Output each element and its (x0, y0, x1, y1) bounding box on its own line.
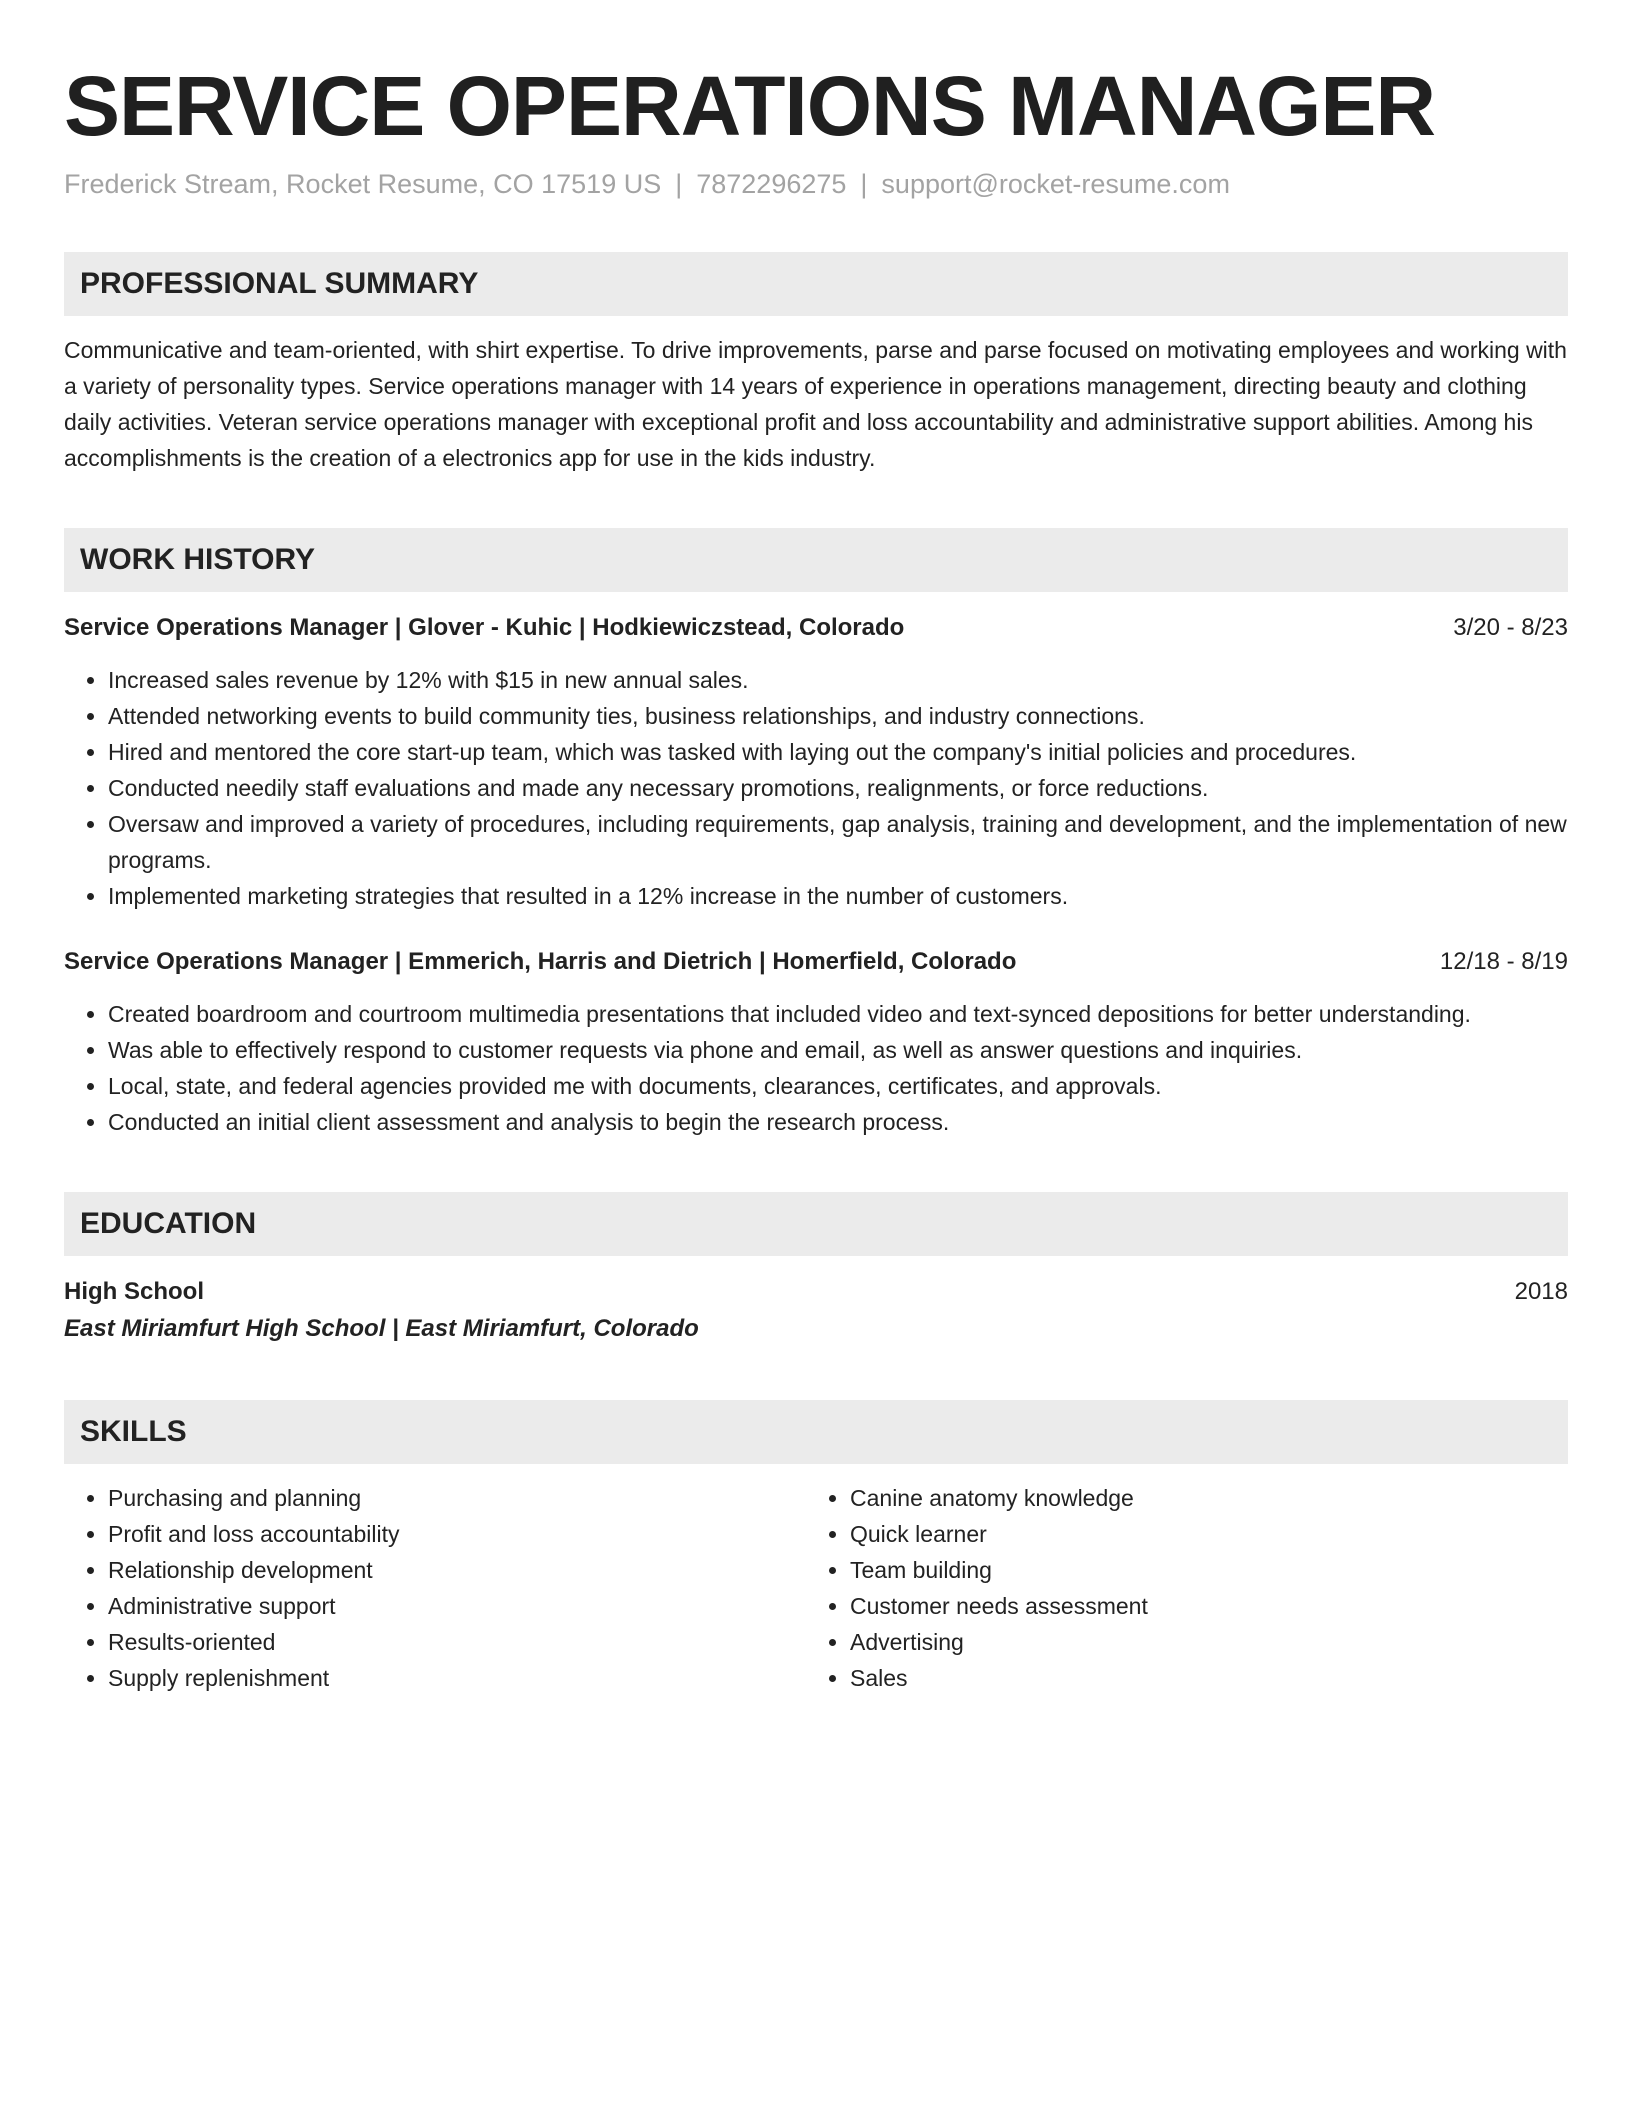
skill-item: • Relationship development (108, 1552, 806, 1588)
job-bullet: • Local, state, and federal agencies provided me with documents, clearances, certificates, and approvals. (108, 1068, 1568, 1104)
job-bullet: • Oversaw and improved a variety of procedures, including requirements, gap analysis, training and development, and the implementation of new programs. (108, 806, 1568, 878)
skill-item: • Advertising (850, 1624, 1548, 1660)
job-bullet: • Was able to effectively respond to customer requests via phone and email, as well as answer questions and inquiries. (108, 1032, 1568, 1068)
skills-list-right (806, 1480, 1548, 1696)
job-bullet-list (64, 662, 1568, 914)
education-degree: High School (64, 1278, 204, 1305)
education-entry (64, 1274, 1568, 1348)
resume-name: SERVICE OPERATIONS MANAGER (64, 59, 1436, 153)
contact-phone: 7872296275 (696, 169, 847, 199)
skill-item: • Purchasing and planning (108, 1480, 806, 1516)
section-header-summary: PROFESSIONAL SUMMARY (64, 252, 1568, 316)
section-header-work-history: WORK HISTORY (64, 528, 1568, 592)
skill-item: • Supply replenishment (108, 1660, 806, 1696)
education-school: East Miriamfurt High School | East Miriamfurt, Colorado (64, 1315, 699, 1342)
job-entry (64, 610, 1568, 914)
job-entry (64, 944, 1568, 1140)
skill-item: • Profit and loss accountability (108, 1516, 806, 1552)
job-bullet: • Attended networking events to build community ties, business relationships, and industry connections. (108, 698, 1568, 734)
skill-item: • Results-oriented (108, 1624, 806, 1660)
section-header-education: EDUCATION (64, 1192, 1568, 1256)
skill-item: • Quick learner (850, 1516, 1548, 1552)
skills-columns (64, 1480, 1568, 1696)
job-bullet: • Created boardroom and courtroom multimedia presentations that included video and text-synced depositions for better understanding. (108, 996, 1568, 1032)
job-bullet: • Conducted needily staff evaluations and made any necessary promotions, realignments, or force reductions. (108, 770, 1568, 806)
skill-item: • Administrative support (108, 1588, 806, 1624)
professional-summary-text: Communicative and team-oriented, with shirt expertise. To drive improvements, parse and parse focused on motivating employees and working with a variety of personality types. Service operations manager with 14 years of experience in operations management, directing beauty and clothing daily activities. Veteran service operations manager with exceptional profit and loss accountability and administrative support abilities. Among his accomplishments is the creation of a electronics app for use in the kids industry. (64, 337, 1567, 471)
education-year: 2018 (1514, 1278, 1568, 1305)
job-header (64, 944, 1568, 980)
job-bullet: • Increased sales revenue by 12% with $15 in new annual sales. (108, 662, 1568, 698)
job-dates: 12/18 - 8/19 (1439, 948, 1568, 975)
skill-item: • Canine anatomy knowledge (850, 1480, 1548, 1516)
contact-address: Frederick Stream, Rocket Resume, CO 17519 US (64, 169, 662, 199)
skill-item: • Team building (850, 1552, 1548, 1588)
resume-page (64, 56, 1568, 1696)
skill-item: • Customer needs assessment (850, 1588, 1548, 1624)
section-header-skills: SKILLS (64, 1400, 1568, 1464)
job-header (64, 610, 1568, 646)
job-title: Service Operations Manager | Emmerich, Harris and Dietrich | Homerfield, Colorado (64, 948, 1017, 975)
job-bullet-list (64, 996, 1568, 1140)
job-bullet: • Hired and mentored the core start-up team, which was tasked with laying out the company's initial policies and procedures. (108, 734, 1568, 770)
contact-email: support@rocket-resume.com (881, 169, 1230, 199)
skills-list-left (64, 1480, 806, 1696)
education-header (64, 1274, 1568, 1310)
contact-line (64, 166, 1568, 202)
job-bullet: • Implemented marketing strategies that resulted in a 12% increase in the number of customers. (108, 878, 1568, 914)
contact-separator: | (675, 169, 683, 199)
contact-separator: | (860, 169, 868, 199)
skill-item: • Sales (850, 1660, 1548, 1696)
job-title: Service Operations Manager | Glover - Kuhic | Hodkiewiczstead, Colorado (64, 614, 905, 641)
job-bullet: • Conducted an initial client assessment and analysis to begin the research process. (108, 1104, 1568, 1140)
job-dates: 3/20 - 8/23 (1453, 614, 1568, 641)
